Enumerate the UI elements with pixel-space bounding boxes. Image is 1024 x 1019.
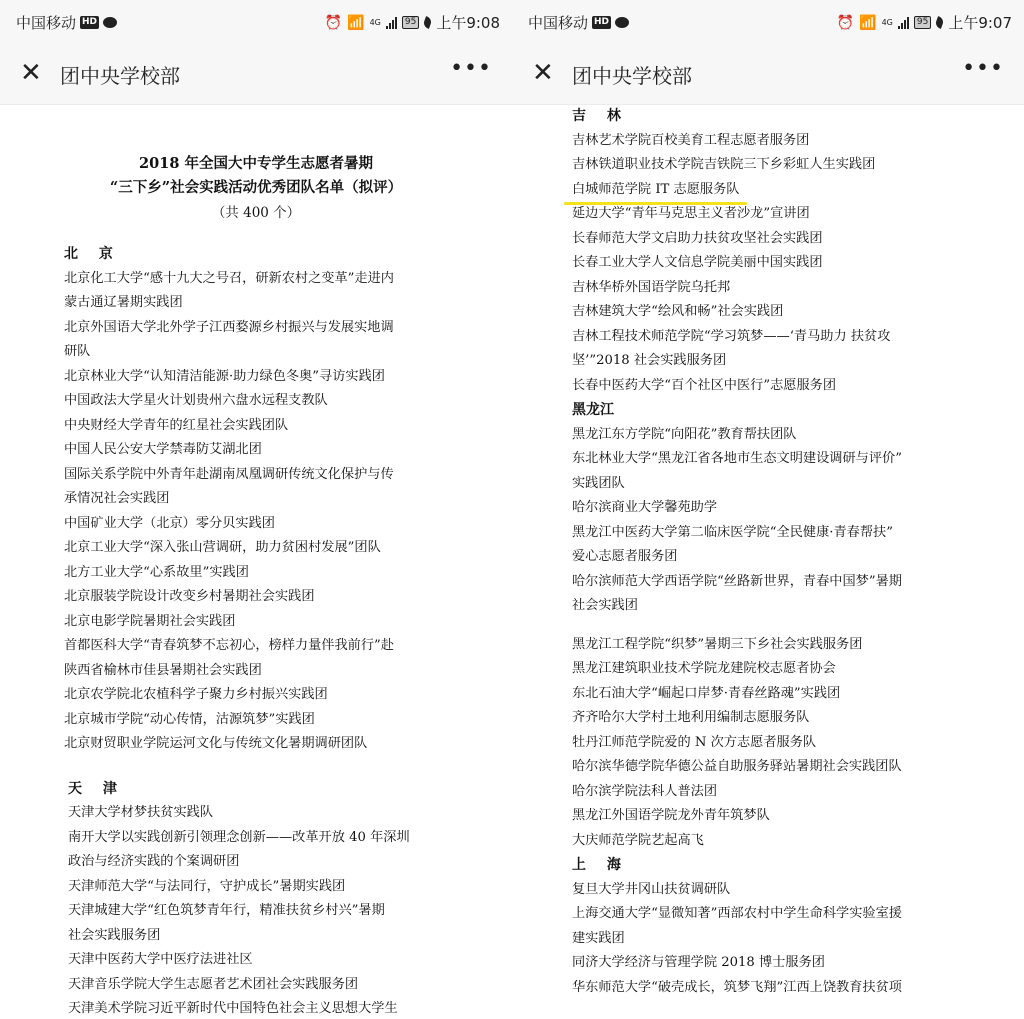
- list-item: 蒙古通辽暑期实践团: [64, 295, 183, 310]
- list-item: 南开大学以实践创新引领理念创新——改革开放 40 年深圳: [68, 829, 410, 845]
- hd-icon: HD: [82, 17, 98, 27]
- list-item: 国际关系学院中外青年赴湖南凤凰调研传统文化保护与传: [64, 466, 394, 482]
- list-item: 吉林铁道职业技术学院吉铁院三下乡彩虹人生实践团: [572, 157, 876, 172]
- list-item: 承情况社会实践团: [64, 491, 170, 506]
- list-item: 中国人民公安大学禁毒防艾湖北团: [64, 442, 262, 457]
- list-item: 黑龙江建筑职业技术学院龙建院校志愿者协会: [572, 661, 836, 676]
- section-heading: 天 津: [68, 780, 125, 797]
- list-item: 吉林建筑大学“绘风和畅”社会实践团: [572, 304, 784, 319]
- list-item: 长春师范大学文启助力扶贫攻坚社会实践团: [572, 230, 823, 246]
- list-item: 复旦大学井冈山扶贫调研队: [572, 881, 731, 897]
- list-item: 北方工业大学“心系故里”实践团: [64, 564, 249, 580]
- network-type: 4G: [881, 18, 893, 27]
- list-item: 哈尔滨商业大学馨苑助学: [572, 500, 718, 515]
- list-item: 上海交通大学“显微知著”西部农村中学生命科学实验室援: [572, 906, 902, 921]
- list-item: 华东师范大学“破壳成长，筑梦飞翔”江西上饶教育扶贫项: [572, 979, 902, 995]
- document-body[interactable]: [0, 106, 512, 1019]
- alarm-icon: ⏰: [836, 14, 855, 31]
- list-item: 同济大学经济与管理学院 2018 博士服务团: [572, 955, 825, 970]
- list-item: 黑龙江外国语学院龙外青年筑梦队: [572, 808, 770, 823]
- list-item: 北京财贸职业学院运河文化与传统文化暑期调研团队: [64, 736, 368, 751]
- list-item: 中央财经大学青年的红星社会实践团队: [64, 417, 289, 433]
- chat-bubble-icon: [103, 17, 117, 28]
- network-type: 4G: [369, 18, 381, 27]
- list-item: 天津美术学院习近平新时代中国特色社会主义思想大学生: [68, 1001, 398, 1016]
- highlighted-entry: 白城师范学院 IT 志愿服务队: [572, 178, 739, 203]
- list-item: 黑龙江东方学院“向阳花”教育帮扶团队: [572, 426, 797, 442]
- list-item: 黑龙江工程学院“织梦”暑期三下乡社会实践服务团: [572, 636, 863, 652]
- list-item: 长春中医药大学“百个社区中医行”志愿服务团: [572, 377, 837, 393]
- list-item: 北京城市学院“动心传情，沽源筑梦”实践团: [64, 711, 315, 727]
- section-jilin: [512, 104, 1024, 398]
- doc-title-line1: 2018 年全国大中专学生志愿者暑期: [139, 155, 373, 172]
- signal-icon: [898, 17, 909, 29]
- list-item: 东北石油大学“崛起口岸梦·青春丝路魂”实践团: [572, 685, 841, 701]
- close-icon[interactable]: ✕: [532, 58, 554, 88]
- section-heading: 吉 林: [572, 108, 629, 124]
- list-item: 实践团队: [572, 475, 625, 491]
- list-item: 天津城建大学“红色筑梦青年行，精准扶贫乡村兴”暑期: [68, 903, 385, 918]
- battery-icon: 95: [402, 16, 419, 29]
- list-item: 北京工业大学“深入张山营调研，助力贫困村发展”团队: [64, 540, 381, 555]
- list-item: 大庆师范学院艺起高飞: [572, 832, 704, 848]
- leaf-icon: [423, 16, 433, 29]
- list-item: 中国矿业大学（北京）零分贝实践团: [64, 515, 275, 531]
- carrier-name: 中国移动: [16, 14, 77, 32]
- title-bar: [512, 44, 1024, 105]
- section-heading: 黑龙江: [572, 402, 614, 418]
- list-item: 长春工业大学人文信息学院美丽中国实践团: [572, 255, 823, 270]
- clock: 上午9:07: [948, 14, 1012, 32]
- section-heading: 北 京: [64, 246, 121, 262]
- more-icon[interactable]: •••: [450, 56, 492, 81]
- list-item: 吉林工程技术师范学院“学习筑梦——‘青马助力 扶贫攻: [572, 328, 891, 344]
- section-tianjin: [0, 777, 512, 1019]
- list-item: 爱心志愿者服务团: [572, 549, 678, 564]
- doc-title-line2: “三下乡”社会实践活动优秀团队名单（拟评）: [109, 179, 403, 196]
- close-icon[interactable]: ✕: [20, 58, 42, 88]
- list-item: 北京化工大学“感十九大之号召，研新农村之变革”走进内: [64, 270, 394, 286]
- wifi-icon: 📶: [859, 14, 877, 31]
- more-icon[interactable]: •••: [962, 56, 1004, 81]
- status-bar: [0, 0, 512, 44]
- list-item: 首都医科大学“青春筑梦不忘初心，榜样力量伴我前行”赴: [64, 638, 394, 653]
- title-bar: [0, 44, 512, 105]
- list-item: 东北林业大学“黑龙江省各地市生态文明建设调研与评价”: [572, 451, 902, 466]
- list-item: 天津大学材梦扶贫实践队: [68, 805, 214, 820]
- list-item: 建实践团: [572, 930, 625, 946]
- list-item: 北京农学院北农植科学子聚力乡村振兴实践团: [64, 687, 328, 702]
- wifi-icon: 📶: [347, 14, 365, 31]
- section-heilongjiang: [512, 398, 1024, 853]
- carrier-name: 中国移动: [528, 14, 589, 32]
- list-item: 齐齐哈尔大学村土地利用编制志愿服务队: [572, 710, 810, 725]
- list-item: 牡丹江师范学院爱的 N 次方志愿者服务队: [572, 734, 817, 750]
- list-item: 哈尔滨学院法科人普法团: [572, 783, 718, 799]
- list-item: 社会实践服务团: [68, 927, 161, 943]
- list-item: 研队: [64, 344, 91, 359]
- list-item: 天津音乐学院大学生志愿者艺术团社会实践服务团: [68, 976, 359, 992]
- list-item: 社会实践团: [572, 598, 638, 613]
- list-item: 陕西省榆林市佳县暑期社会实践团: [64, 662, 262, 678]
- list-item: 天津师范大学“与法同行，守护成长”暑期实践团: [68, 878, 346, 894]
- list-item: 吉林艺术学院百校美育工程志愿者服务团: [572, 132, 810, 148]
- alarm-icon: ⏰: [324, 14, 343, 31]
- list-item: 坚’”2018 社会实践服务团: [572, 353, 727, 368]
- clock: 上午9:08: [436, 14, 500, 32]
- section-beijing: [0, 242, 512, 757]
- list-item: 中国政法大学星火计划贵州六盘水远程支教队: [64, 393, 328, 408]
- page-title: 团中央学校部: [60, 64, 180, 88]
- battery-icon: 95: [914, 16, 931, 29]
- list-item: 延边大学“青年马克思主义者沙龙”宣讲团: [572, 206, 810, 221]
- chat-bubble-icon: [615, 17, 629, 28]
- section-heading: 上 海: [572, 857, 629, 873]
- list-item: 哈尔滨师范大学西语学院“丝路新世界，青春中国梦”暑期: [572, 573, 902, 589]
- status-bar: [512, 0, 1024, 44]
- right-screenshot: [512, 0, 1024, 1019]
- page-title: 团中央学校部: [572, 64, 692, 88]
- hd-icon: HD: [594, 17, 610, 27]
- list-item: 吉林华桥外国语学院乌托邦: [572, 279, 731, 295]
- list-item: 黑龙江中医药大学第二临床医学院“全民健康·青春帮扶”: [572, 524, 893, 540]
- signal-icon: [386, 17, 397, 29]
- list-item: 北京外国语大学北外学子江西婺源乡村振兴与发展实地调: [64, 319, 394, 335]
- leaf-icon: [935, 16, 945, 29]
- doc-subtitle: （共 400 个）: [211, 205, 301, 221]
- section-shanghai: [512, 853, 1024, 1000]
- list-item: 天津中医药大学中医疗法进社区: [68, 952, 253, 967]
- list-item: 北京服装学院设计改变乡村暑期社会实践团: [64, 589, 315, 604]
- list-item: 哈尔滨华德学院华德公益自助服务驿站暑期社会实践团队: [572, 759, 902, 774]
- list-item: [572, 178, 1024, 203]
- list-item: 政治与经济实践的个案调研团: [68, 854, 240, 869]
- list-item: 北京电影学院暑期社会实践团: [64, 613, 236, 629]
- list-item: 北京林业大学“认知清洁能源·助力绿色冬奥”寻访实践团: [64, 368, 385, 384]
- document-body[interactable]: [512, 104, 1024, 1017]
